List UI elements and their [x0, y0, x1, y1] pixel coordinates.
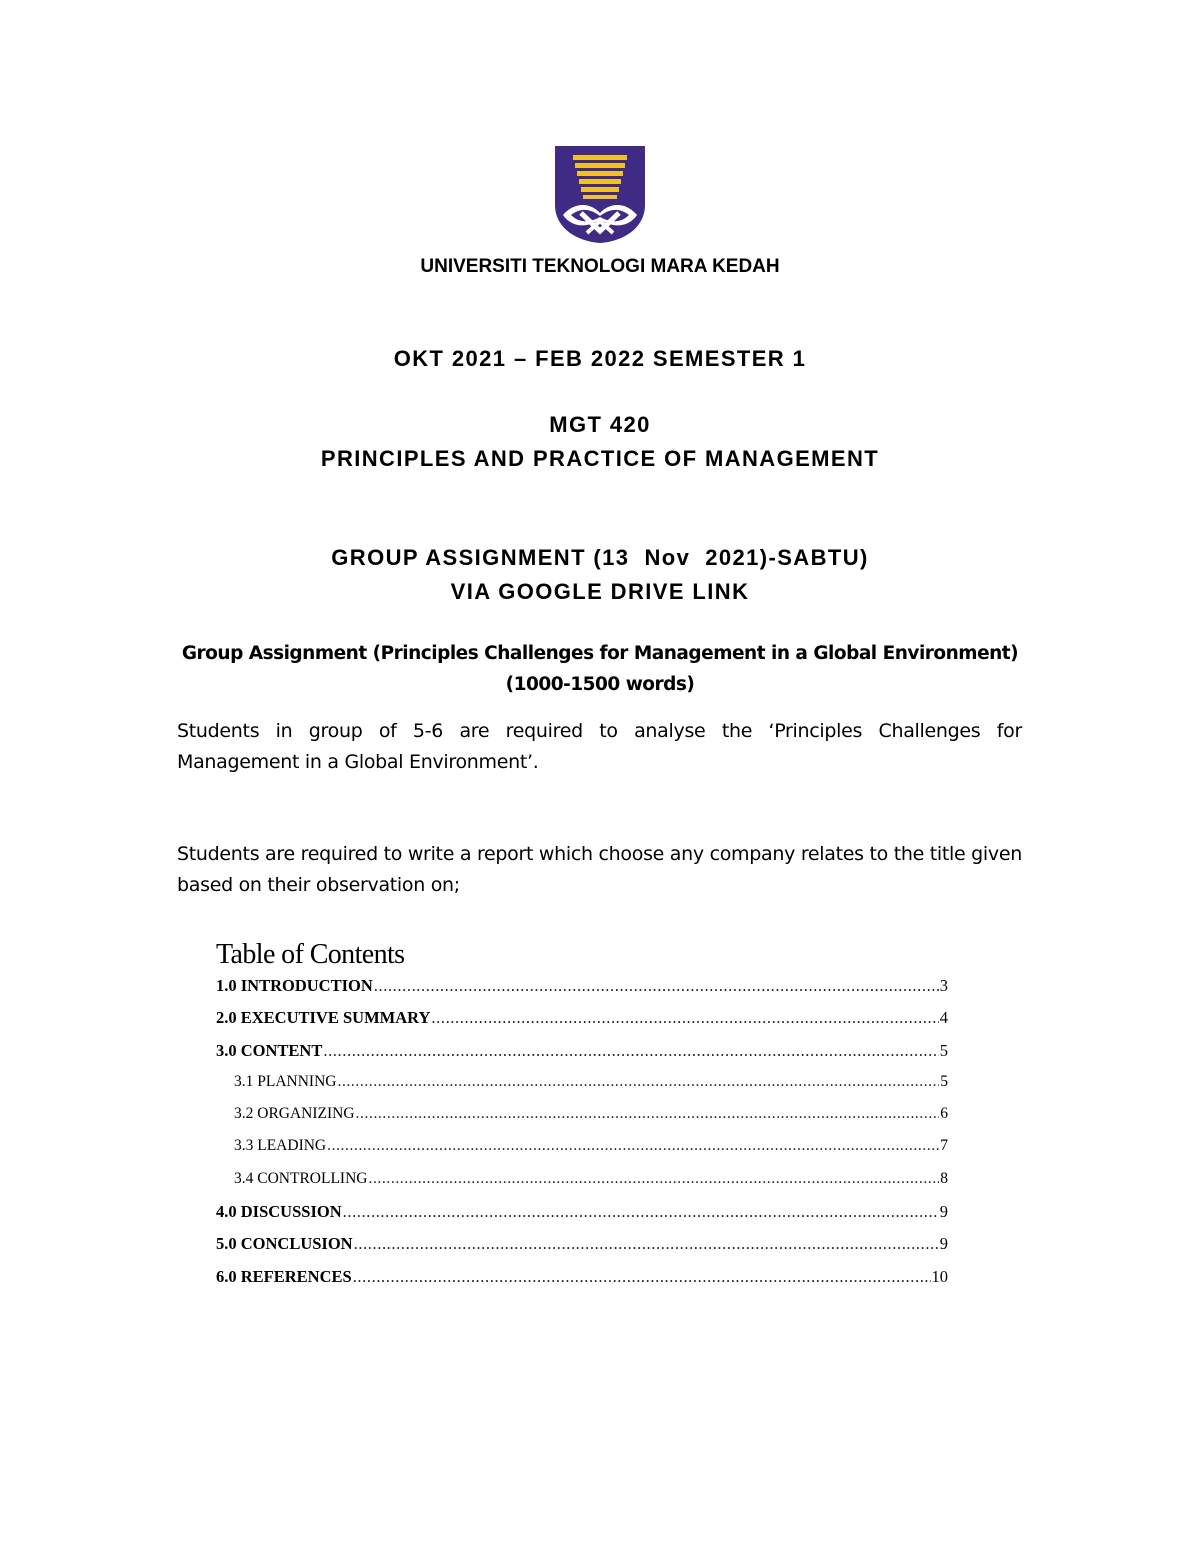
toc-entry-page: 6	[940, 1105, 948, 1123]
report-paragraph: Students are required to write a report which choose any company relates to the title given based on their observation on;	[177, 843, 1022, 896]
assignment-heading: GROUP ASSIGNMENT (13 Nov 2021)-SABTU)	[331, 545, 869, 570]
toc-entry-page: 4	[939, 1008, 948, 1028]
toc-entry[interactable]	[216, 1105, 948, 1137]
semester-heading: OKT 2021 – FEB 2022 SEMESTER 1	[393, 346, 807, 371]
toc-entry-page: 9	[939, 1234, 948, 1254]
toc-entry-page: 7	[940, 1137, 948, 1155]
toc-entry[interactable]	[216, 1041, 948, 1073]
toc-dot-leader	[431, 1008, 938, 1028]
toc-dot-leader	[343, 1202, 939, 1222]
toc-entry[interactable]	[216, 1073, 948, 1105]
toc-dot-leader	[354, 1234, 939, 1254]
toc-dot-leader	[323, 1041, 938, 1061]
university-name: UNIVERSITI TEKNOLOGI MARA KEDAH	[420, 256, 780, 277]
toc-entry-label: 3.3 LEADING	[234, 1137, 327, 1155]
toc-entry-label: 6.0 REFERENCES	[216, 1266, 352, 1286]
toc-entry-label: 1.0 INTRODUCTION	[216, 976, 373, 995]
course-name: PRINCIPLES AND PRACTICE OF MANAGEMENT	[320, 446, 880, 471]
toc-title: Table of Contents	[216, 939, 405, 970]
toc-entry[interactable]	[216, 976, 948, 1008]
toc-list	[216, 976, 948, 1299]
toc-dot-leader	[327, 1137, 939, 1155]
toc-dot-leader	[337, 1073, 939, 1091]
toc-entry[interactable]	[216, 1267, 948, 1299]
toc-entry-label: 3.2 ORGANIZING	[234, 1105, 355, 1123]
word-count: (1000-1500 words)	[505, 674, 695, 695]
toc-dot-leader	[353, 1267, 931, 1287]
toc-entry-label: 5.0 CONCLUSION	[216, 1234, 353, 1254]
toc-entry-label: 2.0 EXECUTIVE SUMMARY	[216, 1008, 431, 1028]
toc-entry-page: 5	[939, 1040, 948, 1060]
toc-entry[interactable]	[216, 1137, 948, 1169]
course-code: MGT 420	[549, 412, 651, 437]
toc-dot-leader	[374, 976, 939, 996]
toc-entry[interactable]	[216, 1170, 948, 1202]
toc-entry-label: 3.1 PLANNING	[234, 1072, 337, 1090]
university-crest-icon	[551, 143, 649, 244]
toc-entry-page: 8	[940, 1169, 948, 1187]
toc-entry-label: 3.4 CONTROLLING	[234, 1169, 368, 1187]
toc-entry-page: 10	[931, 1266, 948, 1286]
table-of-contents	[216, 938, 948, 1299]
assignment-subtitle: Group Assignment (Principles Challenges for Management in a Global Environment)	[181, 643, 1019, 664]
toc-entry-label: 3.0 CONTENT	[216, 1040, 323, 1060]
toc-dot-leader	[356, 1105, 940, 1123]
toc-entry-page: 3	[939, 976, 948, 995]
toc-entry-page: 9	[939, 1202, 948, 1222]
toc-entry[interactable]	[216, 1202, 948, 1234]
toc-entry-label: 4.0 DISCUSSION	[216, 1202, 342, 1222]
instructions-paragraph: Students in group of 5-6 are required to analyse the ‘Principles Challenges for Management in a Global Environment’.	[177, 720, 1022, 773]
toc-entry[interactable]	[216, 1234, 948, 1266]
submission-method: VIA GOOGLE DRIVE LINK	[450, 579, 750, 604]
toc-entry-page: 5	[940, 1072, 948, 1090]
toc-dot-leader	[368, 1170, 939, 1188]
toc-entry[interactable]	[216, 1008, 948, 1040]
